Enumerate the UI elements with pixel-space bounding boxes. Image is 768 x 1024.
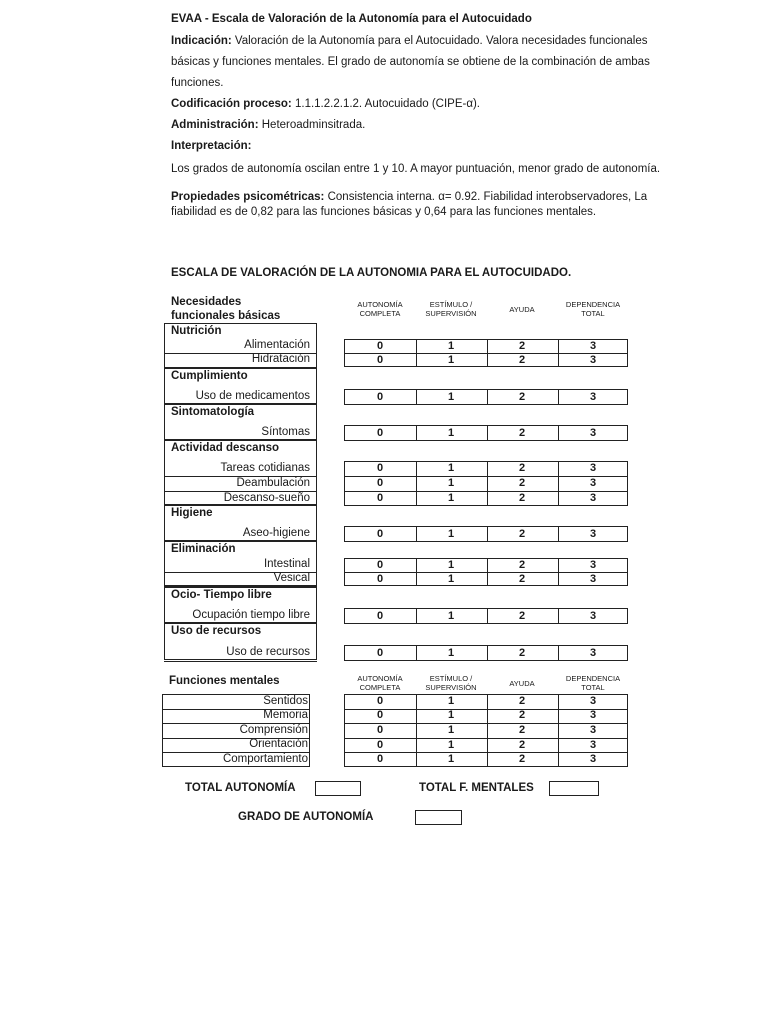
score-option[interactable]: 3 (589, 527, 597, 540)
item-label: Síntomas (261, 426, 310, 438)
grid-divider (487, 645, 488, 661)
score-option[interactable]: 2 (518, 646, 526, 659)
mental-row-divider (162, 738, 310, 739)
score-option[interactable]: 1 (447, 709, 455, 722)
item-label: Uso de medicamentos (195, 390, 310, 402)
mental-row-divider (162, 752, 310, 753)
item-label: Aseo-higiene (242, 527, 310, 539)
scale-title: ESCALA DE VALORACIÓN DE LA AUTONOMIA PARA EL AUTOCUIDADO. (171, 267, 572, 279)
grid-divider (416, 694, 417, 767)
indicacion-line-3: funciones. (171, 77, 224, 89)
column-header-line: DEPENDENCIA (565, 674, 621, 683)
grid-divider (416, 425, 417, 441)
category-title: Ocio- Tiempo libre (171, 589, 272, 601)
total-autonomia-box[interactable] (315, 781, 361, 796)
grid-divider (416, 461, 417, 506)
score-option[interactable]: 2 (518, 609, 526, 622)
mental-item-label: Memoria (263, 709, 308, 722)
score-option[interactable]: 2 (518, 527, 526, 540)
category-title: Uso de recursos (171, 625, 262, 637)
score-option[interactable]: 2 (518, 724, 526, 736)
grid-divider (416, 389, 417, 405)
category-title: Actividad descanso (171, 442, 280, 454)
column-header-line: TOTAL (581, 309, 605, 318)
score-option[interactable]: 0 (376, 646, 384, 659)
category-title: Cumplimiento (171, 370, 248, 382)
grid-divider (487, 694, 488, 767)
item-label: Hidratación (251, 353, 310, 365)
score-option[interactable]: 3 (589, 339, 597, 352)
score-option[interactable]: 0 (376, 426, 384, 439)
grid-divider (558, 425, 559, 441)
score-option[interactable]: 1 (447, 527, 455, 540)
score-option[interactable]: 1 (447, 477, 455, 489)
score-option[interactable]: 1 (447, 724, 455, 736)
score-option[interactable]: 2 (518, 426, 526, 439)
grid-divider (416, 526, 417, 542)
score-option[interactable]: 0 (376, 709, 384, 722)
column-header (340, 300, 420, 318)
score-option[interactable]: 0 (376, 477, 384, 489)
score-option[interactable]: 2 (518, 477, 526, 489)
column-header-line: COMPLETA (359, 309, 401, 318)
mental-functions-label: Funciones mentales (169, 675, 280, 687)
interpretacion-text: Los grados de autonomía oscilan entre 1 y 10. A mayor puntuación, menor grado de autonomía. (171, 163, 661, 175)
score-option[interactable]: 1 (447, 646, 455, 659)
score-option[interactable]: 0 (376, 724, 384, 736)
column-header (553, 300, 633, 318)
mental-item-label: Comportamiento (222, 752, 308, 765)
total-autonomia-label: TOTAL AUTONOMÍA (185, 782, 296, 794)
column-header-line: TOTAL (581, 683, 605, 692)
score-option[interactable]: 1 (447, 753, 455, 766)
grid-divider (487, 526, 488, 542)
grid-divider (558, 461, 559, 506)
mental-row-divider (162, 709, 310, 710)
grid-divider (487, 389, 488, 405)
column-header-line: SUPERVISIÓN (425, 309, 477, 318)
item-label: Vesical (273, 572, 310, 584)
score-option[interactable]: 0 (376, 390, 384, 403)
score-option[interactable]: 3 (589, 558, 597, 571)
item-label: Descanso-sueño (223, 491, 310, 504)
grado-autonomia-box[interactable] (415, 810, 462, 825)
score-option[interactable]: 3 (589, 477, 597, 489)
score-option[interactable]: 1 (447, 572, 455, 585)
category-title: Higiene (171, 507, 213, 519)
grid-divider (558, 389, 559, 405)
score-option[interactable]: 3 (589, 572, 597, 585)
score-option[interactable]: 2 (518, 353, 526, 366)
item-label: Tareas cotidianas (220, 461, 310, 474)
item-label: Ocupación tiempo libre (192, 609, 310, 621)
column-header-line: COMPLETA (359, 683, 401, 692)
score-option[interactable]: 2 (518, 709, 526, 722)
score-option[interactable]: 1 (447, 694, 455, 707)
score-option[interactable]: 0 (376, 527, 384, 540)
score-option[interactable]: 3 (589, 353, 597, 366)
grado-autonomia-label: GRADO DE AUTONOMÍA (238, 811, 374, 823)
grid-divider (487, 461, 488, 506)
score-option[interactable]: 3 (589, 694, 597, 707)
score-option[interactable]: 3 (589, 738, 597, 751)
score-option[interactable]: 2 (518, 558, 526, 571)
score-option[interactable]: 3 (589, 753, 597, 766)
total-mentales-label: TOTAL F. MENTALES (419, 782, 534, 794)
score-option[interactable]: 3 (589, 646, 597, 659)
column-header-line: AUTONOMÍA (357, 300, 403, 309)
score-option[interactable]: 2 (518, 753, 526, 766)
codificacion-line: Codificación proceso: 1.1.1.2.2.1.2. Autocuidado (CIPE-α). (171, 98, 480, 110)
score-option[interactable]: 1 (447, 390, 455, 403)
score-option[interactable]: 0 (376, 753, 384, 766)
score-option[interactable]: 0 (376, 609, 384, 622)
score-option[interactable]: 2 (518, 738, 526, 751)
mental-item-label: Comprensión (239, 723, 308, 736)
column-header-line: ESTÍMULO / (429, 300, 473, 309)
grid-divider (487, 608, 488, 624)
interpretacion-label: Interpretación: (171, 140, 252, 152)
score-option[interactable]: 1 (447, 492, 455, 504)
score-option[interactable]: 1 (447, 353, 455, 366)
mental-item-label: Sentidos (263, 694, 308, 707)
column-header-line: ESTÍMULO / (429, 674, 473, 683)
category-title: Eliminación (171, 543, 236, 555)
column-header (411, 674, 491, 692)
grid-divider (558, 694, 559, 767)
item-label: Deambulación (236, 476, 310, 489)
score-option[interactable]: 2 (518, 572, 526, 585)
score-option[interactable]: 1 (447, 426, 455, 439)
category-title: Sintomatología (171, 406, 255, 418)
total-mentales-box[interactable] (549, 781, 599, 796)
administracion-line: Administración: Heteroadminsitrada. (171, 119, 366, 131)
category-title: Nutrición (171, 325, 222, 337)
item-underline (164, 661, 317, 662)
score-option[interactable]: 2 (518, 492, 526, 504)
score-option[interactable]: 0 (376, 353, 384, 366)
item-label: Uso de recursos (226, 646, 310, 658)
grid-divider (558, 645, 559, 661)
basic-needs-label: Necesidades funcionales básicas (171, 296, 281, 322)
score-option[interactable]: 3 (589, 492, 597, 504)
score-option[interactable]: 0 (376, 462, 384, 474)
score-option[interactable]: 1 (447, 462, 455, 474)
score-option[interactable]: 1 (447, 738, 455, 751)
score-option[interactable]: 0 (376, 558, 384, 571)
mental-row-divider (162, 723, 310, 724)
score-option[interactable]: 0 (376, 738, 384, 751)
indicacion-line-2: básicas y funciones mentales. El grado de autonomía se obtiene de la combinación de ambas (171, 56, 650, 68)
score-option[interactable]: 0 (376, 339, 384, 352)
score-option[interactable]: 3 (589, 462, 597, 474)
propiedades-line-2: fiabilidad es de 0,82 para las funciones básicas y 0,64 para las funciones mentales. (171, 206, 597, 218)
score-option[interactable]: 1 (447, 558, 455, 571)
column-header-line: DEPENDENCIA (565, 300, 621, 309)
score-option[interactable]: 2 (518, 339, 526, 352)
score-option[interactable]: 3 (589, 390, 597, 403)
score-option[interactable]: 0 (376, 572, 384, 585)
indicacion-line-1: Indicación: Valoración de la Autonomía para el Autocuidado. Valora necesidades funcionales (171, 35, 648, 47)
column-header-line: SUPERVISIÓN (425, 683, 477, 692)
score-option[interactable]: 2 (518, 694, 526, 707)
mental-item-label: Orientación (249, 738, 308, 751)
column-header-line: AUTONOMÍA (357, 674, 403, 683)
grid-divider (558, 608, 559, 624)
column-header (411, 300, 491, 318)
score-option[interactable]: 3 (589, 724, 597, 736)
grid-divider (558, 526, 559, 542)
score-option[interactable]: 3 (589, 426, 597, 439)
document-title: EVAA - Escala de Valoración de la Autonomía para el Autocuidado (171, 13, 532, 25)
column-header-line: AYUDA (509, 305, 535, 314)
score-option[interactable]: 1 (447, 609, 455, 622)
column-header (482, 305, 562, 323)
score-option[interactable]: 1 (447, 339, 455, 352)
column-header-line: AYUDA (509, 679, 535, 688)
score-option[interactable]: 2 (518, 390, 526, 403)
score-option[interactable]: 2 (518, 462, 526, 474)
column-header-line (482, 314, 562, 323)
score-option[interactable]: 0 (376, 492, 384, 504)
column-header (553, 674, 633, 692)
score-option[interactable]: 3 (589, 709, 597, 722)
score-option[interactable]: 0 (376, 694, 384, 707)
grid-divider (416, 645, 417, 661)
score-option[interactable]: 3 (589, 609, 597, 622)
grid-divider (416, 608, 417, 624)
item-label: Intestinal (263, 558, 310, 570)
propiedades-line-1: Propiedades psicométricas: Consistencia interna. α= 0.92. Fiabilidad interobservadores, La (171, 191, 648, 203)
column-header (340, 674, 420, 692)
item-label: Alimentación (244, 339, 310, 351)
grid-divider (487, 425, 488, 441)
